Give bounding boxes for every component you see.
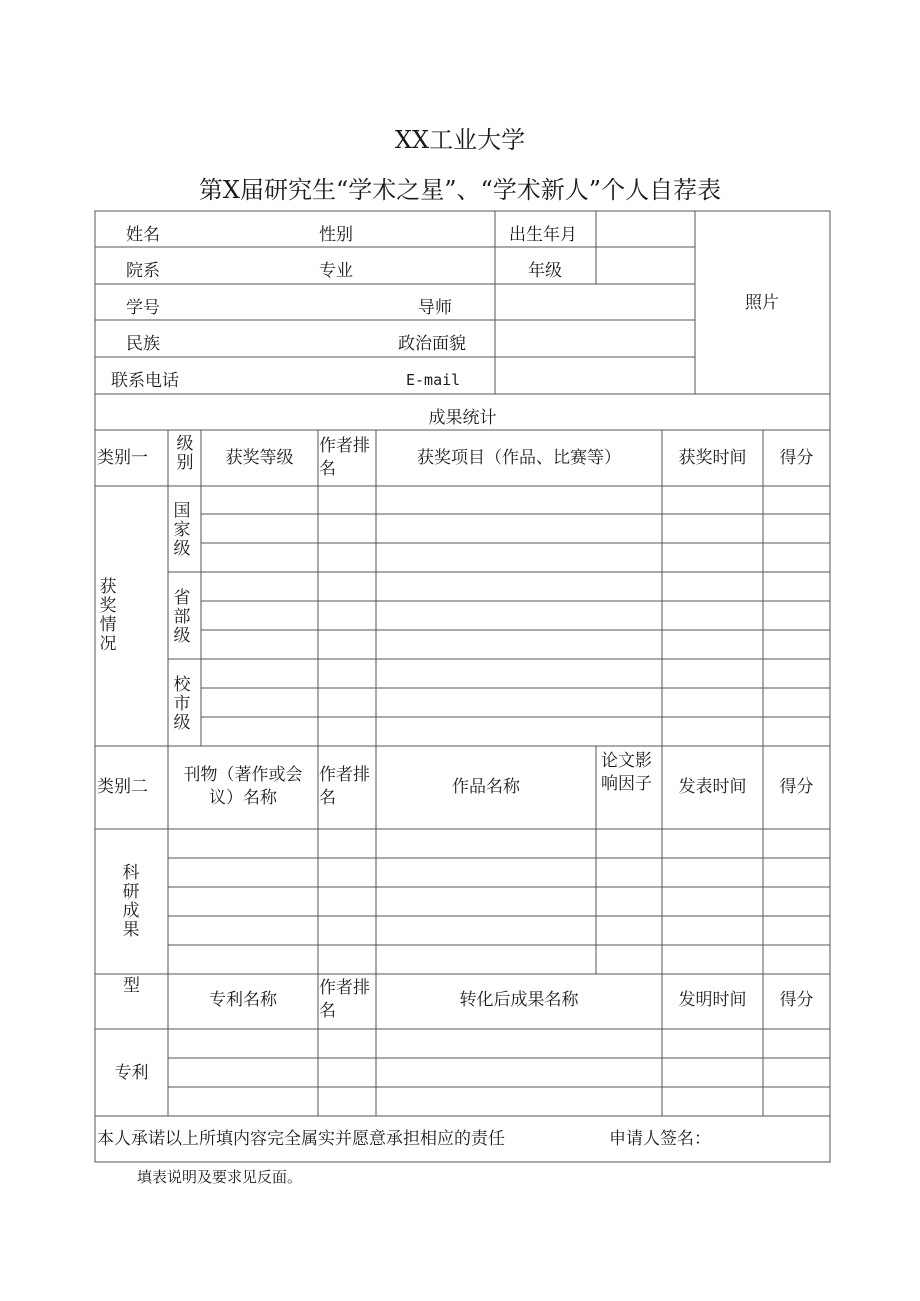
journal-header: 刊物（著作或会议）名称 bbox=[183, 765, 303, 808]
patent-section-label: 专利 bbox=[114, 1063, 149, 1083]
birth-label: 出生年月 bbox=[509, 225, 577, 245]
work-header: 作品名称 bbox=[452, 777, 520, 797]
patent-author-rank-header: 作者排名 bbox=[319, 978, 370, 1021]
research-author-rank-header: 作者排名 bbox=[319, 765, 370, 808]
award-project-header: 获奖项目（作品、比赛等） bbox=[417, 448, 621, 468]
awards-category-label: 类别一 bbox=[97, 448, 148, 468]
level-header: 级别 bbox=[176, 434, 194, 473]
level-provincial: 省部级 bbox=[173, 588, 191, 646]
award-author-rank-header: 作者排名 bbox=[319, 436, 370, 479]
phone-label: 联系电话 bbox=[111, 371, 179, 391]
award-grade-header: 获奖等级 bbox=[225, 448, 294, 468]
political-label: 政治面貌 bbox=[398, 334, 466, 354]
email-label: E-mail bbox=[406, 371, 461, 389]
invent-time-header: 发明时间 bbox=[678, 990, 747, 1010]
ethnicity-label: 民族 bbox=[126, 334, 160, 354]
photo-label: 照片 bbox=[745, 293, 779, 313]
patent-result-header: 转化后成果名称 bbox=[459, 990, 579, 1010]
patent-score-header: 得分 bbox=[779, 990, 814, 1010]
research-section-label: 科研成果 bbox=[122, 863, 140, 940]
student-id-label: 学号 bbox=[126, 298, 160, 318]
university-title: XX工业大学 bbox=[394, 126, 526, 154]
pledge-text: 本人承诺以上所填内容完全属实并愿意承担相应的责任 bbox=[97, 1129, 505, 1149]
stats-title: 成果统计 bbox=[428, 408, 497, 428]
name-label: 姓名 bbox=[126, 225, 160, 245]
form-title: 第X届研究生“学术之星”、“学术新人”个人自荐表 bbox=[198, 176, 722, 204]
signature-label: 申请人签名： bbox=[609, 1129, 711, 1149]
advisor-label: 导师 bbox=[418, 298, 452, 318]
awards-section-label: 获奖情况 bbox=[99, 577, 117, 654]
patent-name-header: 专利名称 bbox=[209, 990, 277, 1010]
grade-label: 年级 bbox=[528, 261, 562, 281]
research-score-header: 得分 bbox=[779, 777, 814, 797]
research-category-label: 类别二 bbox=[97, 777, 148, 797]
impact-header: 论文影响因子 bbox=[601, 751, 652, 794]
gender-label: 性别 bbox=[319, 225, 353, 245]
level-school-city: 校市级 bbox=[173, 675, 191, 733]
department-label: 院系 bbox=[126, 261, 160, 281]
fill-note: 填表说明及要求见反面。 bbox=[137, 1168, 303, 1186]
publish-time-header: 发表时间 bbox=[678, 777, 747, 797]
award-score-header: 得分 bbox=[779, 448, 814, 468]
patent-category-label: 型 bbox=[123, 976, 140, 996]
award-time-header: 获奖时间 bbox=[678, 448, 747, 468]
major-label: 专业 bbox=[319, 261, 353, 281]
level-national: 国家级 bbox=[173, 501, 191, 559]
